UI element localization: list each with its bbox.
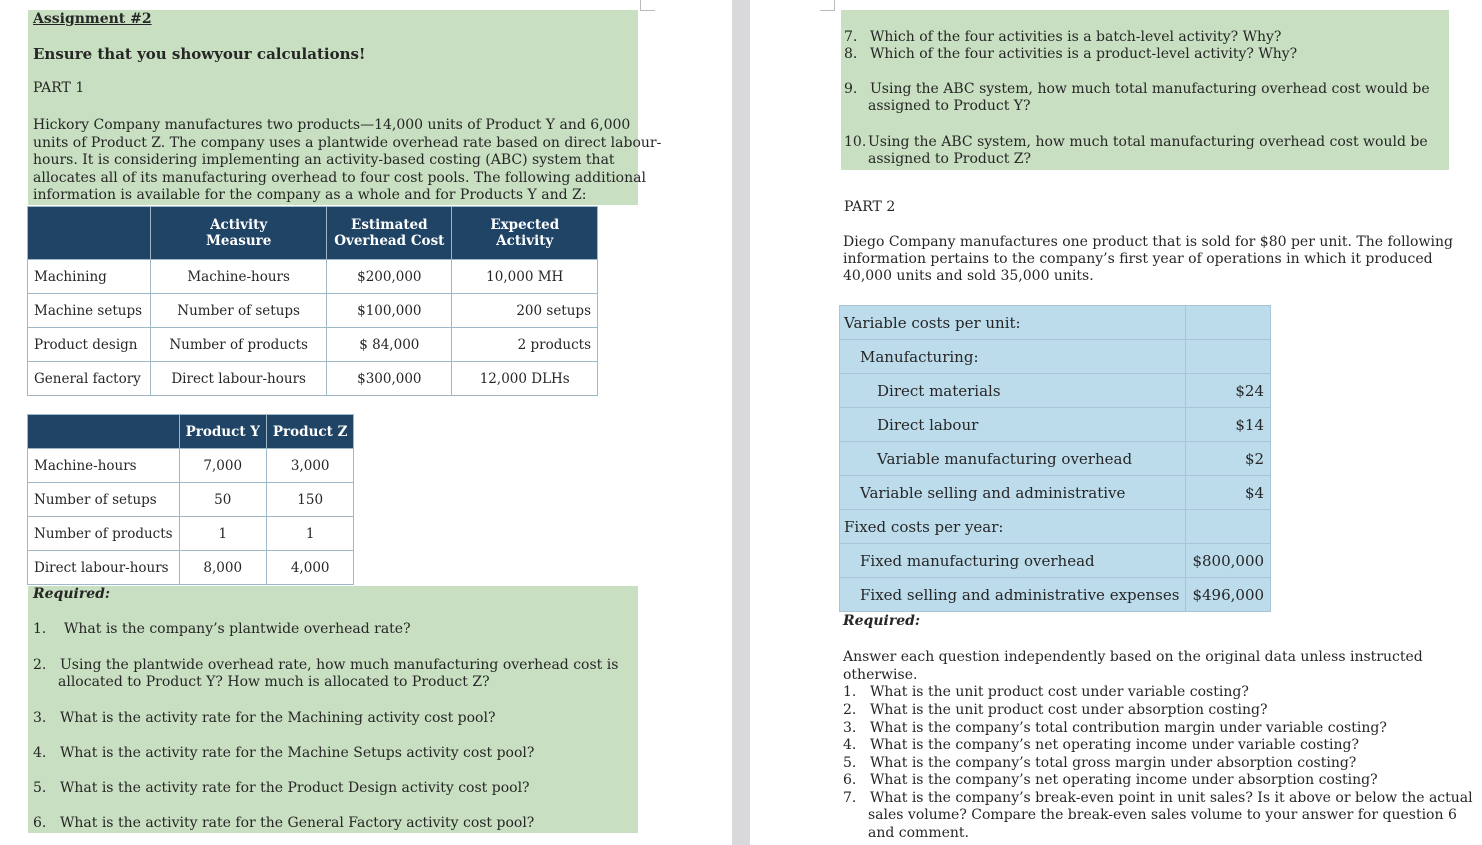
cell-label: Number of setups bbox=[28, 483, 180, 517]
cell-product-z: 150 bbox=[266, 483, 354, 517]
document-page-left bbox=[0, 0, 662, 845]
question-number: 4. bbox=[33, 745, 47, 761]
cell-value: $24 bbox=[1186, 374, 1271, 408]
question-number: 4. bbox=[843, 737, 857, 753]
assignment-title: Assignment #2 bbox=[33, 11, 152, 27]
part2-intro bbox=[843, 234, 1453, 285]
page-gutter bbox=[732, 0, 750, 845]
cell-label: Variable manufacturing overhead bbox=[840, 442, 1186, 476]
cell-label: Variable selling and administrative bbox=[840, 476, 1186, 510]
question-text: allocated to Product Y? How much is allocated to Product Z? bbox=[58, 674, 490, 690]
header-blank bbox=[28, 415, 180, 449]
cell-measure: Direct labour-hours bbox=[151, 362, 327, 396]
cell-product-y: 50 bbox=[179, 483, 266, 517]
cell-measure: Number of products bbox=[151, 328, 327, 362]
table-row bbox=[28, 449, 354, 483]
question-text: What is the activity rate for the Machining activity cost pool? bbox=[60, 710, 496, 726]
question-number: 9. bbox=[844, 81, 858, 97]
part2-label: PART 2 bbox=[844, 199, 896, 215]
question-number: 8. bbox=[844, 46, 858, 62]
table-row bbox=[28, 260, 598, 294]
question-text: Which of the four activities is a batch-level activity? Why? bbox=[870, 29, 1282, 45]
table-row bbox=[840, 340, 1271, 374]
cell-product-y: 1 bbox=[179, 517, 266, 551]
cell-value bbox=[1186, 306, 1271, 340]
intro-line: units of Product Z. The company uses a plantwide overhead rate based on direct labour- bbox=[33, 134, 662, 151]
cell-product-z: 3,000 bbox=[266, 449, 354, 483]
required-label: Required: bbox=[33, 586, 111, 602]
question-text: Which of the four activities is a product-level activity? Why? bbox=[870, 46, 1298, 62]
header-estimated-overhead: Estimated Overhead Cost bbox=[327, 207, 452, 260]
table-row bbox=[28, 551, 354, 585]
intro-line: Diego Company manufactures one product that is sold for $80 per unit. The following bbox=[843, 234, 1453, 250]
cell-value bbox=[1186, 340, 1271, 374]
cell-product-y: 8,000 bbox=[179, 551, 266, 585]
cell-label: Machine-hours bbox=[28, 449, 180, 483]
question-text: Using the ABC system, how much total manufacturing overhead cost would be bbox=[868, 134, 1428, 150]
question-text: What is the company’s net operating income under absorption costing? bbox=[870, 772, 1378, 788]
question-number: 6. bbox=[843, 772, 857, 788]
product-table bbox=[27, 414, 354, 585]
part1-label: PART 1 bbox=[33, 80, 85, 96]
question-number: 3. bbox=[33, 710, 47, 726]
question-text: What is the unit product cost under absorption costing? bbox=[870, 702, 1268, 718]
cell-value: $496,000 bbox=[1186, 578, 1271, 612]
question-text: What is the company’s total gross margin under absorption costing? bbox=[870, 755, 1357, 771]
question-number: 7. bbox=[844, 29, 858, 45]
instruction-text: Ensure that you showyour calculations! bbox=[33, 45, 366, 63]
cell-pool: Machine setups bbox=[28, 294, 151, 328]
cell-value: $800,000 bbox=[1186, 544, 1271, 578]
question-number: 2. bbox=[33, 657, 47, 673]
cell-activity: 200 setups bbox=[452, 294, 598, 328]
question-number: 1. bbox=[843, 684, 857, 700]
table-row bbox=[28, 517, 354, 551]
header-blank bbox=[28, 207, 151, 260]
cell-product-z: 1 bbox=[266, 517, 354, 551]
question-text: What is the unit product cost under variable costing? bbox=[870, 684, 1249, 700]
cell-value: $4 bbox=[1186, 476, 1271, 510]
question-text: What is the company’s plantwide overhead rate? bbox=[64, 621, 411, 637]
intro-line: 40,000 units and sold 35,000 units. bbox=[843, 268, 1094, 284]
cell-activity: 10,000 MH bbox=[452, 260, 598, 294]
intro-line: Hickory Company manufactures two products—14,000 units of Product Y and 6,000 bbox=[33, 117, 631, 133]
table-row bbox=[840, 510, 1271, 544]
intro-line: allocates all of its manufacturing overhead to four cost pools. The following additional bbox=[33, 169, 646, 186]
cost-table bbox=[839, 305, 1271, 612]
cell-activity: 2 products bbox=[452, 328, 598, 362]
header-activity-measure: Activity Measure bbox=[151, 207, 327, 260]
cell-cost: $100,000 bbox=[327, 294, 452, 328]
table-row bbox=[28, 328, 598, 362]
cell-measure: Number of setups bbox=[151, 294, 327, 328]
cell-cost: $300,000 bbox=[327, 362, 452, 396]
cell-product-z: 4,000 bbox=[266, 551, 354, 585]
question-text: Using the ABC system, how much total manufacturing overhead cost would be bbox=[870, 81, 1430, 97]
question-text: Using the plantwide overhead rate, how much manufacturing overhead cost is bbox=[60, 657, 619, 673]
table-row bbox=[840, 408, 1271, 442]
header-product-z: Product Z bbox=[266, 415, 354, 449]
cell-label: Direct labour-hours bbox=[28, 551, 180, 585]
document-page-right bbox=[750, 0, 1482, 845]
intro-line: hours. It is considering implementing an activity-based costing (ABC) system that bbox=[33, 152, 615, 168]
question-number: 1. bbox=[33, 621, 47, 637]
cell-pool: Product design bbox=[28, 328, 151, 362]
table-row bbox=[28, 294, 598, 328]
question-text: What is the activity rate for the Machine Setups activity cost pool? bbox=[60, 745, 535, 761]
table-row bbox=[840, 442, 1271, 476]
table-row bbox=[28, 483, 354, 517]
cost-pool-table bbox=[27, 206, 598, 396]
question-text: What is the company’s break-even point in unit sales? Is it above or below the actual bbox=[870, 790, 1473, 806]
cell-label: Variable costs per unit: bbox=[840, 306, 1186, 340]
cell-cost: $200,000 bbox=[327, 260, 452, 294]
question-text: What is the activity rate for the Product Design activity cost pool? bbox=[60, 780, 530, 796]
table-row bbox=[840, 306, 1271, 340]
cell-pool: Machining bbox=[28, 260, 151, 294]
cell-label: Fixed costs per year: bbox=[840, 510, 1186, 544]
header-product-y: Product Y bbox=[179, 415, 266, 449]
question-text: What is the activity rate for the General Factory activity cost pool? bbox=[60, 815, 535, 831]
required-label: Required: bbox=[843, 613, 921, 629]
cell-label: Manufacturing: bbox=[840, 340, 1186, 374]
question-number: 3. bbox=[843, 720, 857, 736]
question-text: assigned to Product Z? bbox=[868, 151, 1032, 167]
question-number: 5. bbox=[843, 755, 857, 771]
table-row bbox=[840, 374, 1271, 408]
question-number: 7. bbox=[843, 790, 857, 806]
intro-line: information is available for the company as a whole and for Products Y and Z: bbox=[33, 187, 587, 203]
question-text: What is the company’s net operating income under variable costing? bbox=[870, 737, 1359, 753]
table-row bbox=[840, 544, 1271, 578]
question-text: assigned to Product Y? bbox=[868, 98, 1031, 114]
question-text: and comment. bbox=[868, 825, 969, 841]
cell-value: $14 bbox=[1186, 408, 1271, 442]
cell-label: Direct labour bbox=[840, 408, 1186, 442]
question-text: What is the company’s total contribution margin under variable costing? bbox=[870, 720, 1387, 736]
intro-line: Answer each question independently based on the original data unless instructed bbox=[843, 649, 1423, 665]
cell-value bbox=[1186, 510, 1271, 544]
cell-label: Fixed selling and administrative expenses bbox=[840, 578, 1186, 612]
cell-label: Fixed manufacturing overhead bbox=[840, 544, 1186, 578]
table-row bbox=[840, 476, 1271, 510]
part1-intro bbox=[33, 117, 661, 205]
question-text: sales volume? Compare the break-even sales volume to your answer for question 6 bbox=[868, 807, 1457, 823]
page-corner-mark bbox=[640, 0, 655, 11]
cell-activity: 12,000 DLHs bbox=[452, 362, 598, 396]
intro-line: otherwise. bbox=[843, 666, 918, 683]
cell-product-y: 7,000 bbox=[179, 449, 266, 483]
cell-pool: General factory bbox=[28, 362, 151, 396]
table-row bbox=[28, 362, 598, 396]
cell-value: $2 bbox=[1186, 442, 1271, 476]
cell-cost: $ 84,000 bbox=[327, 328, 452, 362]
table-row bbox=[840, 578, 1271, 612]
answer-intro bbox=[843, 649, 1423, 684]
intro-line: information pertains to the company’s first year of operations in which it produced bbox=[843, 251, 1433, 267]
question-number: 10. bbox=[844, 134, 867, 150]
question-number: 6. bbox=[33, 815, 47, 831]
header-expected-activity: Expected Activity bbox=[452, 207, 598, 260]
cell-label: Direct materials bbox=[840, 374, 1186, 408]
question-number: 2. bbox=[843, 702, 857, 718]
question-number: 5. bbox=[33, 780, 47, 796]
page-corner-mark bbox=[820, 0, 835, 11]
cell-label: Number of products bbox=[28, 517, 180, 551]
cell-measure: Machine-hours bbox=[151, 260, 327, 294]
